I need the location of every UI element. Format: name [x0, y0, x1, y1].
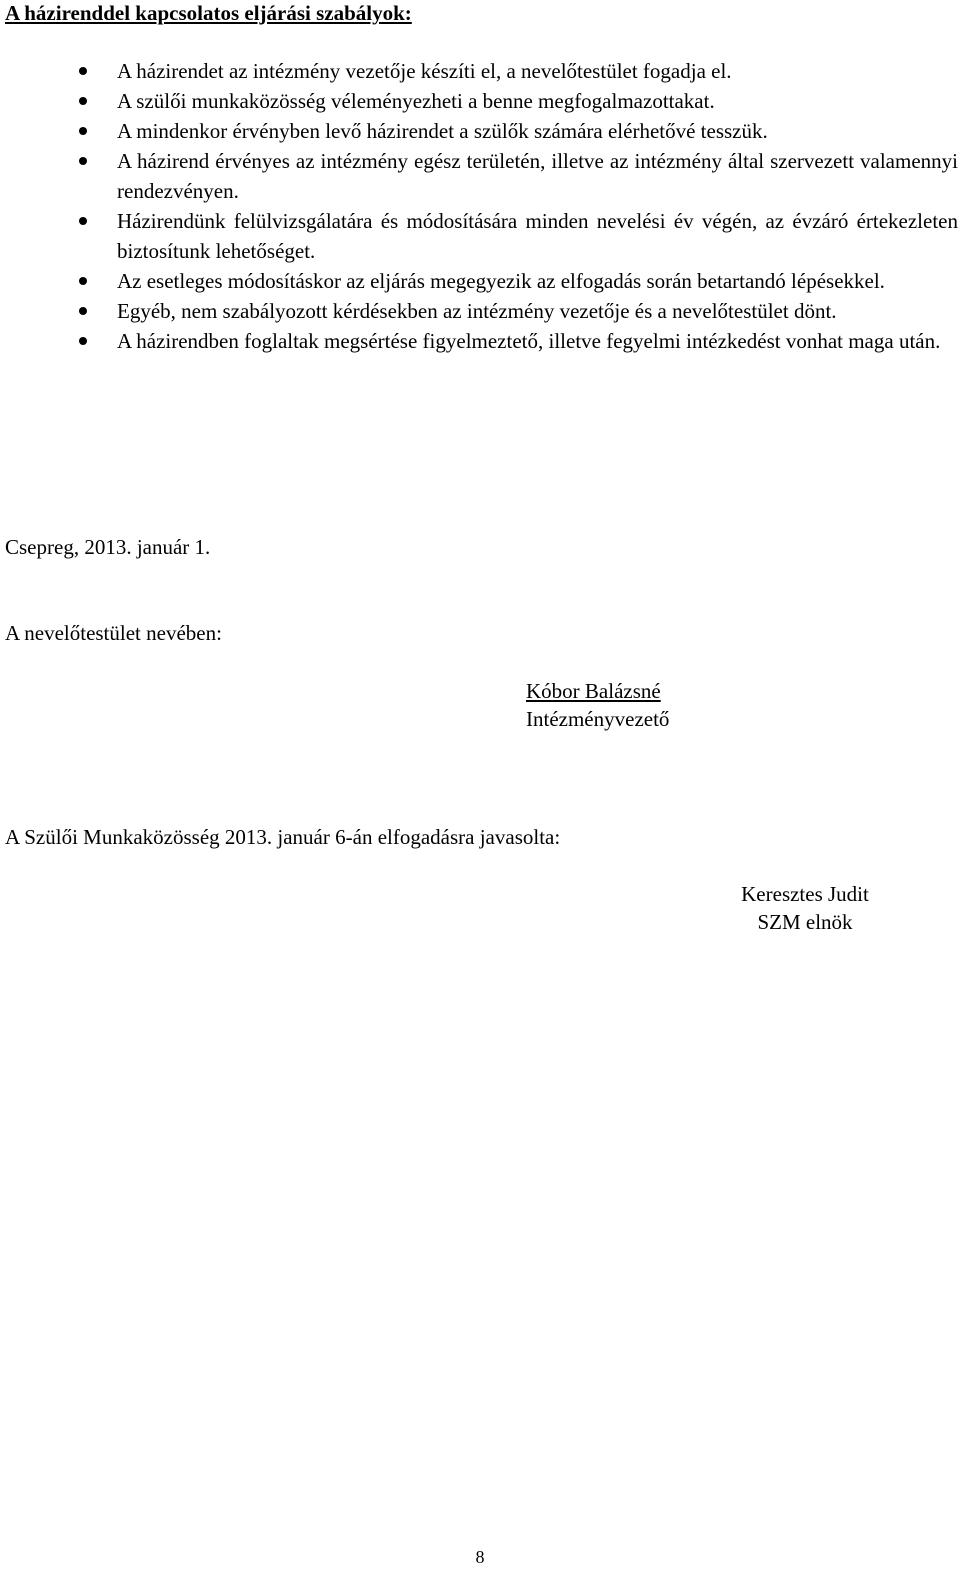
head-signature-name: Kóbor Balázsné: [526, 679, 661, 703]
bullet-icon: [79, 337, 87, 345]
list-item: [117, 56, 958, 86]
list-item: [117, 326, 958, 356]
rule-text: A házirendben foglaltak megsértése figyelmeztető, illetve fegyelmi intézkedést vonhat maga után.: [117, 329, 941, 353]
bullet-icon: [79, 127, 87, 135]
bullet-icon: [79, 97, 87, 105]
list-item: [117, 296, 958, 326]
rule-text: Házirendünk felülvizsgálatára és módosítására minden nevelési év végén, az évzáró értekezleten biztosítunk lehetőséget.: [117, 209, 958, 263]
page-number: 8: [475, 1547, 485, 1567]
head-signature-title: Intézményvezető: [526, 707, 670, 731]
head-signature-block: [526, 677, 669, 733]
parents-approval-line: A Szülői Munkaközösség 2013. január 6-án elfogadásra javasolta:: [5, 825, 561, 849]
rule-text: A házirend érvényes az intézmény egész területén, illetve az intézmény által szervezett valamennyi rendezvényen.: [117, 149, 958, 203]
bullet-icon: [79, 217, 87, 225]
list-item: [117, 116, 958, 146]
rule-text: A házirendet az intézmény vezetője készíti el, a nevelőtestület fogadja el.: [117, 59, 732, 83]
list-item: [117, 146, 958, 206]
bullet-icon: [79, 307, 87, 315]
place-date: Csepreg, 2013. január 1.: [5, 535, 211, 559]
list-item: [117, 86, 958, 116]
bullet-icon: [79, 67, 87, 75]
list-item: [117, 266, 958, 296]
parents-signature-name: Keresztes Judit: [741, 882, 869, 906]
rule-text: Egyéb, nem szabályozott kérdésekben az intézmény vezetője és a nevelőtestület dönt.: [117, 299, 837, 323]
rule-text: A mindenkor érvényben levő házirendet a szülők számára elérhetővé tesszük.: [117, 119, 768, 143]
bullet-icon: [79, 157, 87, 165]
rules-list: [117, 56, 958, 356]
parents-signature-title: SZM elnök: [757, 910, 853, 934]
parents-signature-block: [700, 880, 910, 936]
rule-text: A szülői munkaközösség véleményezheti a benne megfogalmazottakat.: [117, 89, 715, 113]
list-item: [117, 206, 958, 266]
rule-text: Az esetleges módosításkor az eljárás megegyezik az elfogadás során betartandó lépésekkel.: [117, 269, 885, 293]
document-heading: A házirenddel kapcsolatos eljárási szabályok:: [5, 1, 412, 25]
bullet-icon: [79, 277, 87, 285]
staff-signature-intro: A nevelőtestület nevében:: [5, 621, 222, 645]
